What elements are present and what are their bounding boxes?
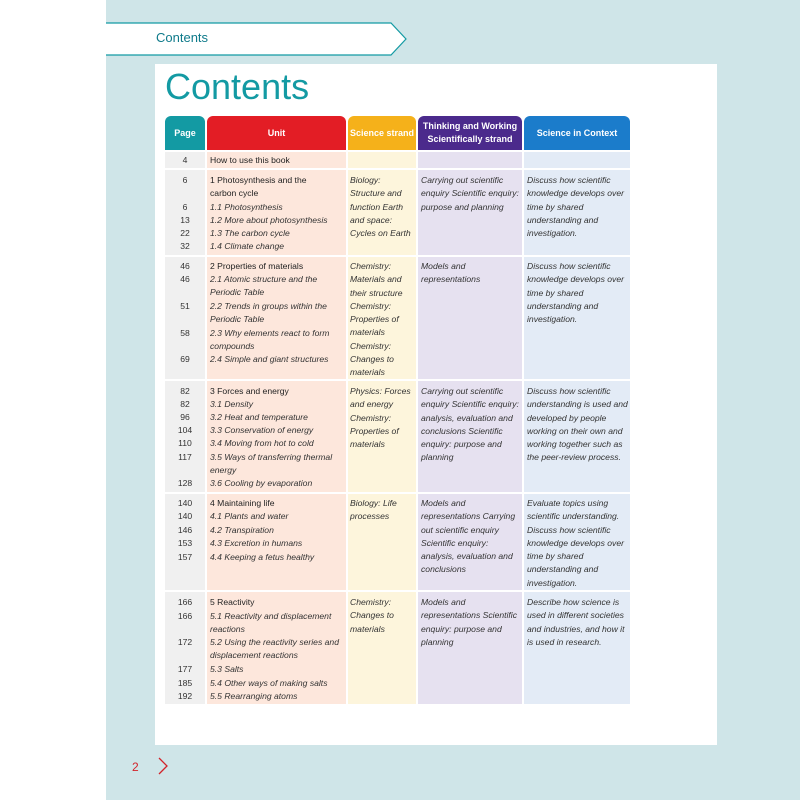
unit-page: 46 (180, 261, 190, 271)
section-page: 185 (177, 678, 193, 688)
unit-context: Evaluate topics using scientific understanding. Discuss how scientific knowledge develops over time by shared understanding and investigation. (527, 498, 624, 588)
unit-thinking: Carrying out scientific enquiry Scientific enquiry: purpose and planning (421, 175, 519, 212)
section-title[interactable]: 3.5 Ways of transferring thermal energy (210, 452, 333, 476)
section-title[interactable]: 3.3 Conservation of energy (210, 425, 314, 435)
section-title[interactable]: 2.4 Simple and giant structures (210, 354, 329, 364)
section-title[interactable]: 2.1 Atomic structure and the Periodic Table (210, 274, 318, 298)
section-title[interactable]: 3.2 Heat and temperature (210, 412, 308, 422)
section-title[interactable]: 3.4 Moving from hot to cold (210, 438, 314, 448)
section-page: 172 (177, 637, 193, 647)
section-page: 82 (180, 399, 190, 409)
chevron-right-icon[interactable] (157, 756, 169, 776)
header-unit: Unit (207, 116, 346, 150)
unit-context: Describe how science is used in different societies and industries, and how it is used in research. (527, 597, 625, 647)
section-title[interactable]: 1.2 More about photosynthesis (210, 215, 328, 225)
section-page: 32 (180, 241, 190, 251)
unit-title[interactable]: 3 Forces and energy (210, 386, 289, 396)
section-title[interactable]: 1.3 The carbon cycle (210, 228, 290, 238)
section-page: 166 (177, 611, 193, 621)
section-title[interactable]: 3.6 Cooling by evaporation (210, 478, 313, 488)
section-page: 6 (182, 202, 188, 212)
section-page: 22 (180, 228, 190, 238)
section-page: 128 (177, 478, 193, 488)
section-page: 58 (180, 328, 190, 338)
tab-label: Contents (156, 30, 209, 45)
unit-strand: Physics: Forces and energy Chemistry: Properties of materials (350, 386, 411, 450)
section-page: 46 (180, 274, 190, 284)
section-title[interactable]: 4.1 Plants and water (210, 511, 289, 521)
unit-thinking: Carrying out scientific enquiry Scientific enquiry: analysis, evaluation and conclusions Scientific enquiry: purpose and planning (421, 386, 519, 463)
section-title[interactable]: 3.1 Density (210, 399, 253, 409)
section-title[interactable]: 4.3 Excretion in humans (210, 538, 303, 548)
row-separator (165, 590, 630, 592)
unit-page: 166 (177, 597, 193, 607)
page-title: Contents (165, 66, 310, 107)
section-title[interactable]: 5.4 Other ways of making salts (210, 678, 328, 688)
section-title[interactable]: 5.1 Reactivity and displacement reactions (210, 611, 332, 635)
section-title[interactable]: 4.2 Transpiration (210, 525, 274, 535)
header-thinking: Thinking and Working Scientifically strand (418, 116, 522, 150)
unit-title[interactable]: 4 Maintaining life (210, 498, 275, 508)
section-title[interactable]: 5.2 Using the reactivity series and displacement reactions (210, 637, 339, 661)
unit-thinking: Models and representations Carrying out scientific enquiry Scientific enquiry: analysis, evaluation and conclusions (421, 498, 516, 575)
section-page: 146 (177, 525, 193, 535)
header-page: Page (165, 116, 205, 150)
section-page: 96 (180, 412, 190, 422)
unit-strand: Biology: Structure and function Earth and space: Cycles on Earth (350, 175, 411, 239)
section-page: 157 (177, 552, 193, 562)
section-page: 51 (180, 301, 190, 311)
contents-tab[interactable] (106, 22, 406, 54)
section-page: 104 (177, 425, 193, 435)
unit-title[interactable]: 2 Properties of materials (210, 261, 304, 271)
unit-title[interactable]: 1 Photosynthesis and the carbon cycle (210, 175, 307, 199)
section-page: 117 (178, 452, 192, 462)
tab-shape (106, 22, 408, 56)
unit-page: 82 (180, 386, 190, 396)
header-context: Science in Context (524, 116, 630, 150)
unit-strand: Chemistry: Materials and their structure Chemistry: Properties of materials Chemistry: Changes to materials (350, 261, 403, 378)
unit-page: 6 (182, 175, 188, 185)
section-page: 140 (177, 511, 193, 521)
row-separator (165, 255, 630, 257)
section-page: 69 (180, 354, 190, 364)
section-title[interactable]: 4.4 Keeping a fetus healthy (210, 552, 315, 562)
section-title[interactable]: 5.3 Salts (210, 664, 244, 674)
section-page: 13 (180, 215, 190, 225)
unit-context: Discuss how scientific knowledge develops over time by shared understanding and investigation. (527, 175, 624, 239)
unit-thinking: Models and representations (421, 261, 481, 285)
section-title[interactable]: 2.2 Trends in groups within the Periodic Table (210, 301, 327, 325)
page-number: 2 (132, 760, 139, 774)
section-title[interactable]: 1.1 Photosynthesis (210, 202, 283, 212)
intro-title[interactable]: How to use this book (210, 155, 290, 165)
row-separator (165, 492, 630, 494)
section-page: 177 (177, 664, 193, 674)
unit-title[interactable]: 5 Reactivity (210, 597, 255, 607)
intro-page: 4 (182, 155, 188, 165)
section-page: 153 (177, 538, 193, 548)
unit-strand: Biology: Life processes (350, 498, 397, 522)
unit-strand: Chemistry: Changes to materials (350, 597, 394, 634)
unit-page: 140 (177, 498, 193, 508)
row-separator (165, 168, 630, 170)
header-strand: Science strand (348, 116, 416, 150)
section-page: 110 (178, 438, 192, 448)
row-separator (165, 379, 630, 381)
unit-context: Discuss how scientific understanding is used and developed by people working on their own and working together such as the peer-review process. (527, 386, 628, 463)
unit-thinking: Models and representations Scientific enquiry: purpose and planning (421, 597, 518, 647)
section-title[interactable]: 2.3 Why elements react to form compounds (210, 328, 330, 352)
section-page: 192 (177, 691, 193, 701)
unit-context: Discuss how scientific knowledge develops over time by shared understanding and investigation. (527, 261, 624, 325)
section-title[interactable]: 1.4 Climate change (210, 241, 285, 251)
section-title[interactable]: 5.5 Rearranging atoms (210, 691, 298, 701)
